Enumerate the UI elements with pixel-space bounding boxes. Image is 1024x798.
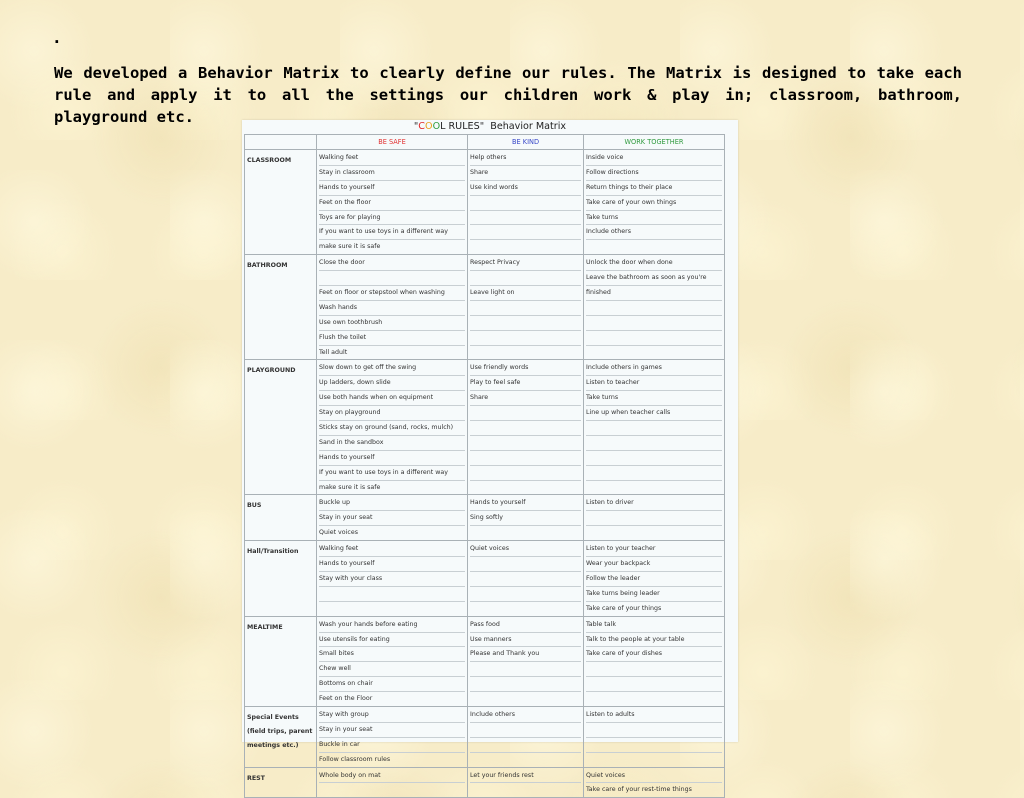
- rule-item: Listen to adults: [586, 708, 722, 723]
- rule-item: Wear your backpack: [586, 557, 722, 572]
- rule-item: Listen to your teacher: [586, 542, 722, 557]
- rules-cell-work: [584, 616, 725, 706]
- rule-item: [470, 346, 581, 360]
- matrix-header-row: [245, 135, 725, 150]
- rule-item: [319, 783, 465, 797]
- rule-item: Respect Privacy: [470, 256, 581, 271]
- rules-cell-work: [584, 767, 725, 798]
- rule-item: [470, 738, 581, 753]
- rule-item: [586, 421, 722, 436]
- rule-item: [470, 301, 581, 316]
- rule-item: finished: [586, 286, 722, 301]
- rule-item: [586, 436, 722, 451]
- rule-item: [470, 406, 581, 421]
- setting-cell: BATHROOM: [245, 255, 317, 360]
- title-rest: L RULES: [440, 121, 480, 132]
- rule-item: Take turns being leader: [586, 587, 722, 602]
- rule-item: Take care of your dishes: [586, 647, 722, 662]
- rule-item: Stay with group: [319, 708, 465, 723]
- rule-item: [586, 511, 722, 526]
- matrix-row: [245, 541, 725, 616]
- rule-item: Use kind words: [470, 181, 581, 196]
- rule-item: [319, 602, 465, 616]
- setting-cell: MEALTIME: [245, 616, 317, 706]
- rule-item: Close the door: [319, 256, 465, 271]
- rule-item: Hands to yourself: [319, 557, 465, 572]
- rules-cell-work: [584, 255, 725, 360]
- rule-item: Take care of your own things: [586, 196, 722, 211]
- rule-item: [470, 677, 581, 692]
- rules-cell-safe: [317, 616, 468, 706]
- matrix-row: [245, 150, 725, 255]
- rule-item: Pass food: [470, 618, 581, 633]
- rule-item: Line up when teacher calls: [586, 406, 722, 421]
- matrix-row: [245, 616, 725, 706]
- rules-cell-safe: [317, 495, 468, 541]
- rule-item: Use utensils for eating: [319, 633, 465, 648]
- rule-item: Play to feel safe: [470, 376, 581, 391]
- rule-item: [470, 481, 581, 495]
- rule-item: Take care of your things: [586, 604, 662, 612]
- rule-item: [470, 572, 581, 587]
- rules-cell-kind: [468, 150, 584, 255]
- rule-item: Leave the bathroom as soon as you're: [586, 271, 722, 286]
- rule-item: [470, 421, 581, 436]
- header-setting: [245, 135, 317, 150]
- rule-item: Wash your hands before eating: [319, 618, 465, 633]
- rule-item: Listen to driver: [586, 496, 722, 511]
- rules-cell-safe: [317, 360, 468, 495]
- rule-item: Stay on playground: [319, 406, 465, 421]
- rule-item: Share: [470, 391, 581, 406]
- rule-item: [586, 451, 722, 466]
- rule-item: Help others: [470, 151, 581, 166]
- rule-item: Quiet voices: [470, 542, 581, 557]
- setting-cell: Hall/Transition: [245, 541, 317, 616]
- rule-item: [586, 692, 722, 706]
- rule-item: Feet on the floor: [319, 196, 465, 211]
- rule-item: [319, 587, 465, 602]
- rule-item: [586, 677, 722, 692]
- rule-item: [470, 211, 581, 226]
- rule-item: Use manners: [470, 633, 581, 648]
- matrix-row: [245, 706, 725, 767]
- rule-item: Walking feet: [319, 151, 465, 166]
- rule-item: [470, 451, 581, 466]
- rule-item: [470, 436, 581, 451]
- header-work-together: WORK TOGETHER: [584, 135, 725, 150]
- rule-item: [470, 466, 581, 481]
- rule-item: Stay in your seat: [319, 723, 465, 738]
- rules-cell-safe: [317, 255, 468, 360]
- matrix-row: [245, 360, 725, 495]
- behavior-matrix-table: [244, 134, 725, 798]
- rule-item: Toys are for playing: [319, 211, 465, 226]
- rule-item: Use friendly words: [470, 361, 581, 376]
- rule-item: [586, 723, 722, 738]
- rule-item: Hands to yourself: [470, 496, 581, 511]
- rule-item: Sand in the sandbox: [319, 436, 465, 451]
- rule-item: Listen to teacher: [586, 376, 722, 391]
- rule-item: [470, 331, 581, 346]
- rules-cell-work: [584, 495, 725, 541]
- setting-cell: PLAYGROUND: [245, 360, 317, 495]
- rule-item: Use own toothbrush: [319, 316, 465, 331]
- rule-item: Buckle in car: [319, 738, 465, 753]
- setting-cell: Special Events (field trips, parent meetings etc.): [245, 706, 317, 767]
- rule-item: [470, 240, 581, 254]
- rule-item: Walking feet: [319, 542, 465, 557]
- header-be-kind: BE KIND: [468, 135, 584, 150]
- rules-cell-safe: [317, 150, 468, 255]
- rule-item: Unlock the door when done: [586, 256, 722, 271]
- rule-item: Chew well: [319, 662, 465, 677]
- rule-item: [586, 481, 722, 495]
- rule-item: Tell adult: [319, 348, 348, 356]
- rule-item: Quiet voices: [586, 769, 722, 784]
- rule-item: Table talk: [586, 618, 722, 633]
- rule-item: [470, 196, 581, 211]
- rule-item: Include others in games: [586, 361, 722, 376]
- rule-item: Talk to the people at your table: [586, 633, 722, 648]
- rule-item: [470, 753, 581, 767]
- rule-item: [470, 723, 581, 738]
- rules-cell-kind: [468, 706, 584, 767]
- rules-cell-kind: [468, 495, 584, 541]
- title-letter-o1: O: [425, 121, 433, 132]
- rule-item: Bottoms on chair: [319, 677, 465, 692]
- rule-item: [586, 466, 722, 481]
- rule-item: Share: [470, 166, 581, 181]
- rule-item: Include others: [470, 708, 581, 723]
- rule-item: Follow directions: [586, 166, 722, 181]
- setting-cell: BUS: [245, 495, 317, 541]
- rule-item: Include others: [586, 225, 722, 240]
- title-letter-o2: O: [432, 121, 441, 132]
- rule-item: Sticks stay on ground (sand, rocks, mulch): [319, 421, 465, 436]
- rule-item: Follow classroom rules: [319, 755, 391, 763]
- rule-item: Whole body on mat: [319, 769, 465, 784]
- rule-item: [586, 331, 722, 346]
- rule-item: Stay in classroom: [319, 166, 465, 181]
- rules-cell-kind: [468, 360, 584, 495]
- rule-item: [470, 662, 581, 677]
- rule-item: Slow down to get off the swing: [319, 361, 465, 376]
- rule-item: [470, 602, 581, 616]
- rules-cell-safe: [317, 767, 468, 798]
- rule-item: Wash hands: [319, 301, 465, 316]
- matrix-row: [245, 255, 725, 360]
- behavior-matrix-image: [242, 120, 738, 794]
- rule-item: [586, 240, 722, 254]
- rules-cell-kind: [468, 767, 584, 798]
- rule-item: Up ladders, down slide: [319, 376, 465, 391]
- rule-item: Stay in your seat: [319, 511, 465, 526]
- matrix-title: [242, 121, 738, 132]
- rule-item: [586, 753, 722, 767]
- rules-cell-kind: [468, 616, 584, 706]
- rule-item: Hands to yourself: [319, 451, 465, 466]
- rule-item: Flush the toilet: [319, 331, 465, 346]
- rule-item: [470, 783, 581, 797]
- intro-paragraph: We developed a Behavior Matrix to clearly define our rules. The Matrix is designed to take each rule and apply it to all the settings our children work & play in; classroom, bathroom, playground etc.: [54, 64, 962, 126]
- title-quote-close: ": [479, 121, 485, 132]
- rule-item: Use both hands when on equipment: [319, 391, 465, 406]
- rule-item: Please and Thank you: [470, 647, 581, 662]
- rule-item: make sure it is safe: [319, 243, 381, 251]
- matrix-row: [245, 767, 725, 798]
- rule-item: Stay with your class: [319, 572, 465, 587]
- title-letter-c: C: [418, 121, 425, 132]
- rule-item: Buckle up: [319, 496, 465, 511]
- matrix-row: [245, 495, 725, 541]
- rule-item: Leave light on: [470, 286, 581, 301]
- rule-item: make sure it is safe: [319, 483, 381, 491]
- rule-item: [586, 662, 722, 677]
- rule-item: Let your friends rest: [470, 769, 581, 784]
- rule-item: Inside voice: [586, 151, 722, 166]
- rule-item: Follow the leader: [586, 572, 722, 587]
- matrix-body: [245, 150, 725, 798]
- rule-item: Small bites: [319, 647, 465, 662]
- rules-cell-work: [584, 150, 725, 255]
- rule-item: [470, 692, 581, 706]
- setting-cell: CLASSROOM: [245, 150, 317, 255]
- rule-item: [319, 271, 465, 286]
- rule-item: Feet on floor or stepstool when washing: [319, 286, 465, 301]
- setting-cell: REST: [245, 767, 317, 798]
- title-quote-open: ": [413, 121, 419, 132]
- rules-cell-work: [584, 541, 725, 616]
- rule-item: [470, 271, 581, 286]
- title-suffix: Behavior Matrix: [484, 121, 567, 132]
- top-dot: .: [52, 28, 62, 47]
- rules-cell-safe: [317, 706, 468, 767]
- rule-item: [470, 316, 581, 331]
- rule-item: [470, 225, 581, 240]
- rule-item: [586, 316, 722, 331]
- rule-item: Feet on the Floor: [319, 695, 373, 703]
- rule-item: Return things to their place: [586, 181, 722, 196]
- rules-cell-kind: [468, 541, 584, 616]
- rule-item: [586, 301, 722, 316]
- rule-item: If you want to use toys in a different way: [319, 466, 465, 481]
- rule-item: [470, 587, 581, 602]
- header-be-safe: BE SAFE: [317, 135, 468, 150]
- rule-item: [586, 346, 722, 360]
- rule-item: Hands to yourself: [319, 181, 465, 196]
- rule-item: Sing softly: [470, 511, 581, 526]
- rule-item: [470, 557, 581, 572]
- rules-cell-safe: [317, 541, 468, 616]
- rule-item: Take turns: [586, 391, 722, 406]
- rule-item: If you want to use toys in a different way: [319, 225, 465, 240]
- rule-item: [586, 526, 722, 540]
- rule-item: Quiet voices: [319, 529, 358, 537]
- rules-cell-kind: [468, 255, 584, 360]
- rule-item: [586, 738, 722, 753]
- rule-item: Take turns: [586, 211, 722, 226]
- rule-item: Take care of your rest-time things: [586, 786, 692, 794]
- rule-item: [470, 526, 581, 540]
- rules-cell-work: [584, 360, 725, 495]
- rules-cell-work: [584, 706, 725, 767]
